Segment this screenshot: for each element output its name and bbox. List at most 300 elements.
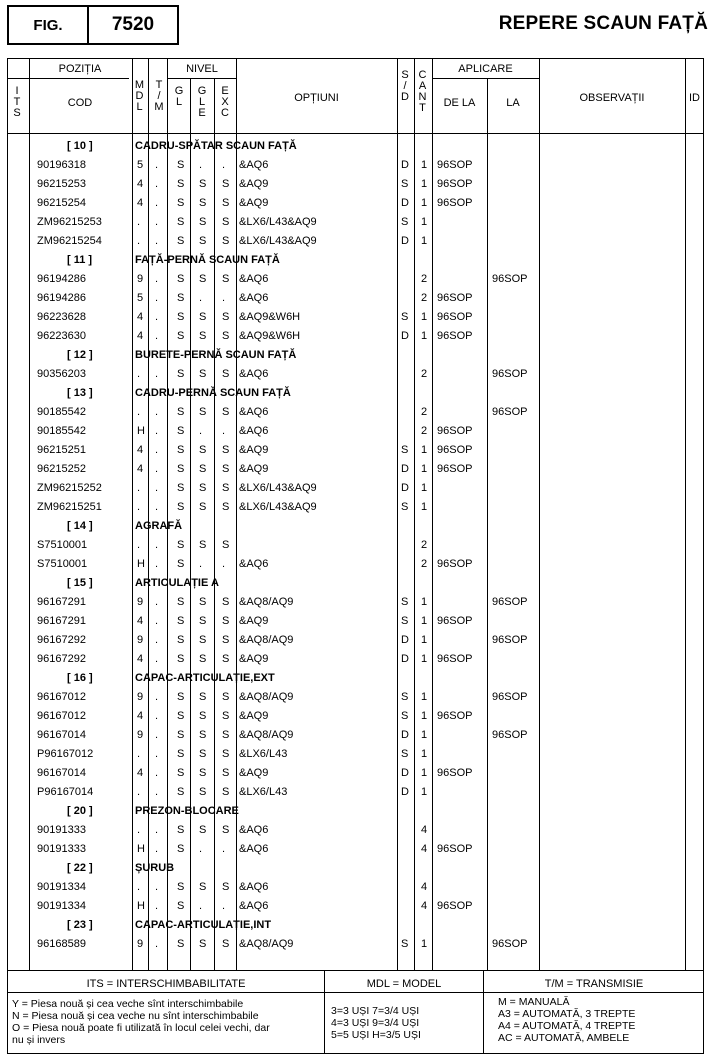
level-exc-cell: .	[222, 425, 226, 437]
level-gle-cell: S	[199, 482, 207, 494]
side-cell: D	[401, 330, 409, 342]
header-id: ID	[689, 92, 700, 104]
quantity-cell: 1	[421, 197, 428, 209]
transmission-cell: .	[155, 634, 159, 646]
transmission-cell: .	[155, 843, 159, 855]
legend-mdl-list: 3=3 UȘI 7=3/4 UȘI 4=3 UȘI 9=3/4 UȘI 5=5 UȘI H=3/5 UȘI	[331, 1005, 421, 1041]
level-gl-cell: S	[177, 235, 185, 247]
apply-to-cell: 96SOP	[492, 596, 528, 608]
table-row	[0, 441, 710, 460]
options-cell: &AQ9&W6H	[239, 311, 301, 323]
part-code: S7510001	[37, 539, 88, 551]
level-gle-cell: S	[199, 539, 207, 551]
level-gl-cell: S	[177, 710, 185, 722]
level-exc-cell: S	[222, 311, 230, 323]
table-row	[0, 213, 710, 232]
quantity-cell: 2	[421, 273, 428, 285]
level-gl-cell: S	[177, 368, 185, 380]
options-cell: &AQ9	[239, 653, 269, 665]
part-code: 90196318	[37, 159, 86, 171]
group-number: [ 14 ]	[67, 520, 93, 532]
side-cell: D	[401, 463, 409, 475]
group-header-row	[0, 669, 710, 688]
quantity-cell: 1	[421, 311, 428, 323]
level-gle-cell: S	[199, 216, 207, 228]
apply-to-cell: 96SOP	[492, 368, 528, 380]
quantity-cell: 1	[421, 786, 428, 798]
transmission-cell: .	[155, 330, 159, 342]
level-gle-cell: S	[199, 786, 207, 798]
model-cell: H	[137, 558, 145, 570]
part-code: 90191334	[37, 881, 86, 893]
header-exc: E X C	[221, 85, 229, 119]
model-cell: .	[137, 368, 141, 380]
level-exc-cell: S	[222, 216, 230, 228]
transmission-cell: .	[155, 786, 159, 798]
quantity-cell: 1	[421, 615, 428, 627]
quantity-cell: 1	[421, 463, 428, 475]
model-cell: 4	[137, 444, 144, 456]
level-exc-cell: S	[222, 729, 230, 741]
table-row	[0, 878, 710, 897]
level-gl-cell: S	[177, 178, 185, 190]
transmission-cell: .	[155, 501, 159, 513]
table-row	[0, 403, 710, 422]
header-mdl: M D L	[134, 79, 145, 113]
part-code: 90185542	[37, 406, 86, 418]
header-tm: T / M	[154, 79, 164, 113]
table-row	[0, 688, 710, 707]
apply-from-cell: 96SOP	[437, 615, 473, 627]
group-header-row	[0, 916, 710, 935]
level-exc-cell: S	[222, 501, 230, 513]
level-gle-cell: .	[199, 425, 203, 437]
header-its: I T S	[13, 85, 21, 119]
legend-mdl-title: MDL = MODEL	[366, 978, 442, 990]
part-code: 96168589	[37, 938, 86, 950]
level-exc-cell: .	[222, 292, 226, 304]
quantity-cell: 1	[421, 748, 428, 760]
level-gl-cell: S	[177, 539, 185, 551]
quantity-cell: 2	[421, 292, 428, 304]
options-cell: &AQ6	[239, 368, 269, 380]
table-row	[0, 156, 710, 175]
quantity-cell: 2	[421, 406, 428, 418]
quantity-cell: 1	[421, 178, 428, 190]
level-exc-cell: S	[222, 881, 230, 893]
level-gl-cell: S	[177, 558, 185, 570]
transmission-cell: .	[155, 653, 159, 665]
transmission-cell: .	[155, 197, 159, 209]
quantity-cell: 2	[421, 539, 428, 551]
level-gl-cell: S	[177, 406, 185, 418]
table-row	[0, 308, 710, 327]
figure-label: FIG.	[9, 7, 89, 43]
group-number: [ 23 ]	[67, 919, 93, 931]
model-cell: 4	[137, 178, 144, 190]
side-cell: D	[401, 653, 409, 665]
options-cell: &AQ6	[239, 824, 269, 836]
group-name: FAȚĂ-PERNĂ SCAUN FAȚĂ	[135, 254, 280, 266]
level-gle-cell: .	[199, 159, 203, 171]
options-cell: &AQ6	[239, 843, 269, 855]
level-exc-cell: S	[222, 368, 230, 380]
side-cell: S	[401, 748, 409, 760]
options-cell: &AQ9&W6H	[239, 330, 301, 342]
part-code: 96223628	[37, 311, 86, 323]
side-cell: D	[401, 159, 409, 171]
level-gle-cell: S	[199, 178, 207, 190]
level-gl-cell: S	[177, 824, 185, 836]
table-row	[0, 175, 710, 194]
level-gle-cell: S	[199, 501, 207, 513]
transmission-cell: .	[155, 710, 159, 722]
level-gle-cell: S	[199, 615, 207, 627]
side-cell: D	[401, 729, 409, 741]
level-gle-cell: S	[199, 463, 207, 475]
level-exc-cell: .	[222, 843, 226, 855]
part-code: 96194286	[37, 292, 86, 304]
level-gl-cell: S	[177, 843, 185, 855]
group-header-row	[0, 251, 710, 270]
apply-to-cell: 96SOP	[492, 729, 528, 741]
transmission-cell: .	[155, 216, 159, 228]
table-row	[0, 935, 710, 954]
transmission-cell: .	[155, 273, 159, 285]
options-cell: &AQ6	[239, 406, 269, 418]
level-gle-cell: S	[199, 634, 207, 646]
model-cell: 4	[137, 463, 144, 475]
quantity-cell: 1	[421, 691, 428, 703]
options-cell: &AQ8/AQ9	[239, 691, 294, 703]
header-de-la: DE LA	[443, 97, 476, 109]
part-code: 96215252	[37, 463, 86, 475]
level-exc-cell: S	[222, 482, 230, 494]
apply-to-cell: 96SOP	[492, 691, 528, 703]
quantity-cell: 1	[421, 235, 428, 247]
level-gle-cell: S	[199, 406, 207, 418]
part-code: S7510001	[37, 558, 88, 570]
model-cell: .	[137, 406, 141, 418]
part-code: 96215254	[37, 197, 86, 209]
part-code: 96167291	[37, 596, 86, 608]
model-cell: H	[137, 425, 145, 437]
level-gle-cell: S	[199, 824, 207, 836]
level-exc-cell: S	[222, 463, 230, 475]
group-header-row	[0, 859, 710, 878]
level-gle-cell: S	[199, 653, 207, 665]
transmission-cell: .	[155, 311, 159, 323]
table-row	[0, 289, 710, 308]
level-gl-cell: S	[177, 273, 185, 285]
transmission-cell: .	[155, 425, 159, 437]
apply-from-cell: 96SOP	[437, 292, 473, 304]
level-gl-cell: S	[177, 691, 185, 703]
part-code: 96167292	[37, 634, 86, 646]
table-row	[0, 460, 710, 479]
quantity-cell: 1	[421, 330, 428, 342]
level-gl-cell: S	[177, 596, 185, 608]
part-code: ZM96215253	[37, 216, 102, 228]
side-cell: S	[401, 311, 409, 323]
level-exc-cell: S	[222, 615, 230, 627]
level-gl-cell: S	[177, 311, 185, 323]
options-cell: &AQ6	[239, 900, 269, 912]
side-cell: D	[401, 634, 409, 646]
options-cell: &AQ9	[239, 444, 269, 456]
side-cell: D	[401, 786, 409, 798]
level-exc-cell: S	[222, 938, 230, 950]
model-cell: 4	[137, 197, 144, 209]
options-cell: &AQ8/AQ9	[239, 938, 294, 950]
level-exc-cell: S	[222, 330, 230, 342]
level-gle-cell: S	[199, 444, 207, 456]
table-row	[0, 783, 710, 802]
apply-to-cell: 96SOP	[492, 406, 528, 418]
model-cell: 9	[137, 273, 144, 285]
side-cell: S	[401, 501, 409, 513]
model-cell: 9	[137, 938, 144, 950]
level-gle-cell: S	[199, 710, 207, 722]
quantity-cell: 1	[421, 482, 428, 494]
options-cell: &AQ6	[239, 159, 269, 171]
model-cell: .	[137, 235, 141, 247]
part-code: 90191333	[37, 824, 86, 836]
apply-from-cell: 96SOP	[437, 463, 473, 475]
group-number: [ 22 ]	[67, 862, 93, 874]
transmission-cell: .	[155, 558, 159, 570]
level-gle-cell: S	[199, 729, 207, 741]
part-code: P96167014	[37, 786, 94, 798]
quantity-cell: 1	[421, 501, 428, 513]
level-gle-cell: .	[199, 558, 203, 570]
options-cell: &AQ6	[239, 292, 269, 304]
level-exc-cell: .	[222, 900, 226, 912]
model-cell: 5	[137, 292, 144, 304]
group-number: [ 16 ]	[67, 672, 93, 684]
figure-box	[7, 5, 179, 45]
level-exc-cell: S	[222, 824, 230, 836]
table-row	[0, 726, 710, 745]
apply-to-cell: 96SOP	[492, 938, 528, 950]
quantity-cell: 1	[421, 216, 428, 228]
level-gl-cell: S	[177, 634, 185, 646]
header-aplicare: APLICARE	[458, 63, 513, 75]
model-cell: 4	[137, 615, 144, 627]
side-cell: S	[401, 444, 409, 456]
side-cell: S	[401, 216, 409, 228]
options-cell: &AQ6	[239, 425, 269, 437]
model-cell: 9	[137, 691, 144, 703]
model-cell: .	[137, 216, 141, 228]
level-gl-cell: S	[177, 330, 185, 342]
side-cell: D	[401, 235, 409, 247]
side-cell: S	[401, 596, 409, 608]
apply-from-cell: 96SOP	[437, 710, 473, 722]
model-cell: 4	[137, 710, 144, 722]
quantity-cell: 1	[421, 444, 428, 456]
model-cell: H	[137, 843, 145, 855]
transmission-cell: .	[155, 482, 159, 494]
group-number: [ 13 ]	[67, 387, 93, 399]
level-gle-cell: .	[199, 843, 203, 855]
table-row	[0, 897, 710, 916]
level-gle-cell: S	[199, 748, 207, 760]
level-gl-cell: S	[177, 938, 185, 950]
header-cod: COD	[67, 97, 93, 109]
level-gle-cell: S	[199, 368, 207, 380]
page-title: REPERE SCAUN FAȚĂ	[498, 13, 708, 34]
table-row	[0, 479, 710, 498]
part-code: 90185542	[37, 425, 86, 437]
table-row	[0, 232, 710, 251]
level-exc-cell: S	[222, 444, 230, 456]
quantity-cell: 1	[421, 938, 428, 950]
transmission-cell: .	[155, 444, 159, 456]
level-gl-cell: S	[177, 729, 185, 741]
apply-from-cell: 96SOP	[437, 900, 473, 912]
model-cell: 4	[137, 330, 144, 342]
group-name: AGRAFĂ	[135, 520, 183, 532]
options-cell: &AQ8/AQ9	[239, 596, 294, 608]
quantity-cell: 1	[421, 710, 428, 722]
model-cell: 4	[137, 311, 144, 323]
options-cell: &LX6/L43	[239, 786, 288, 798]
table-row	[0, 365, 710, 384]
apply-from-cell: 96SOP	[437, 311, 473, 323]
options-cell: &LX6/L43	[239, 748, 288, 760]
part-code: ZM96215252	[37, 482, 102, 494]
table-row	[0, 612, 710, 631]
level-exc-cell: .	[222, 159, 226, 171]
table-row	[0, 650, 710, 669]
options-cell: &AQ9	[239, 767, 269, 779]
quantity-cell: 4	[421, 843, 428, 855]
level-gl-cell: S	[177, 425, 185, 437]
apply-from-cell: 96SOP	[437, 767, 473, 779]
group-header-row	[0, 384, 710, 403]
side-cell: D	[401, 767, 409, 779]
level-gl-cell: S	[177, 653, 185, 665]
quantity-cell: 1	[421, 653, 428, 665]
level-gle-cell: S	[199, 273, 207, 285]
transmission-cell: .	[155, 159, 159, 171]
level-gl-cell: S	[177, 767, 185, 779]
quantity-cell: 2	[421, 368, 428, 380]
part-code: 96215251	[37, 444, 86, 456]
options-cell: &AQ9	[239, 178, 269, 190]
side-cell: S	[401, 938, 409, 950]
options-cell: &LX6/L43&AQ9	[239, 501, 317, 513]
apply-from-cell: 96SOP	[437, 330, 473, 342]
level-gl-cell: S	[177, 444, 185, 456]
model-cell: 9	[137, 729, 144, 741]
level-gle-cell: S	[199, 881, 207, 893]
apply-from-cell: 96SOP	[437, 197, 473, 209]
apply-from-cell: 96SOP	[437, 843, 473, 855]
level-gle-cell: S	[199, 235, 207, 247]
quantity-cell: 4	[421, 881, 428, 893]
quantity-cell: 1	[421, 634, 428, 646]
level-gl-cell: S	[177, 900, 185, 912]
table-row	[0, 821, 710, 840]
transmission-cell: .	[155, 767, 159, 779]
transmission-cell: .	[155, 368, 159, 380]
header-cant: C A N T	[418, 69, 427, 114]
model-cell: 9	[137, 634, 144, 646]
level-gle-cell: S	[199, 330, 207, 342]
level-gl-cell: S	[177, 216, 185, 228]
header-nivel: NIVEL	[186, 63, 218, 75]
group-number: [ 12 ]	[67, 349, 93, 361]
model-cell: .	[137, 881, 141, 893]
transmission-cell: .	[155, 881, 159, 893]
level-exc-cell: S	[222, 197, 230, 209]
model-cell: .	[137, 786, 141, 798]
options-cell: &LX6/L43&AQ9	[239, 235, 317, 247]
transmission-cell: .	[155, 463, 159, 475]
group-number: [ 10 ]	[67, 140, 93, 152]
level-gle-cell: S	[199, 596, 207, 608]
header-observatii: OBSERVAȚII	[579, 92, 645, 104]
level-exc-cell: S	[222, 178, 230, 190]
part-code: 90191334	[37, 900, 86, 912]
table-row	[0, 840, 710, 859]
level-gl-cell: S	[177, 615, 185, 627]
level-gl-cell: S	[177, 482, 185, 494]
level-exc-cell: S	[222, 406, 230, 418]
transmission-cell: .	[155, 824, 159, 836]
options-cell: &AQ9	[239, 615, 269, 627]
part-code: 96167014	[37, 767, 86, 779]
part-code: ZM96215254	[37, 235, 102, 247]
part-code: 96167012	[37, 691, 86, 703]
level-exc-cell: S	[222, 653, 230, 665]
header-sd: S / D	[401, 69, 409, 103]
level-gle-cell: S	[199, 197, 207, 209]
group-header-row	[0, 574, 710, 593]
group-header-row	[0, 802, 710, 821]
level-exc-cell: S	[222, 235, 230, 247]
options-cell: &LX6/L43&AQ9	[239, 216, 317, 228]
model-cell: .	[137, 824, 141, 836]
apply-from-cell: 96SOP	[437, 159, 473, 171]
level-gl-cell: S	[177, 292, 185, 304]
table-row	[0, 498, 710, 517]
table-row	[0, 327, 710, 346]
part-code: 96215253	[37, 178, 86, 190]
level-exc-cell: S	[222, 273, 230, 285]
transmission-cell: .	[155, 691, 159, 703]
table-row	[0, 270, 710, 289]
level-gl-cell: S	[177, 197, 185, 209]
options-cell: &AQ9	[239, 463, 269, 475]
group-number: [ 11 ]	[67, 254, 93, 266]
options-cell: &AQ6	[239, 558, 269, 570]
table-row	[0, 707, 710, 726]
quantity-cell: 2	[421, 558, 428, 570]
level-exc-cell: S	[222, 710, 230, 722]
header-pozitia: POZIȚIA	[58, 63, 102, 75]
options-cell: &AQ8/AQ9	[239, 634, 294, 646]
level-gl-cell: S	[177, 748, 185, 760]
model-cell: 9	[137, 596, 144, 608]
transmission-cell: .	[155, 938, 159, 950]
model-cell: .	[137, 748, 141, 760]
level-gl-cell: S	[177, 463, 185, 475]
group-number: [ 20 ]	[67, 805, 93, 817]
legend-tm-title: T/M = TRANSMISIE	[544, 978, 644, 990]
